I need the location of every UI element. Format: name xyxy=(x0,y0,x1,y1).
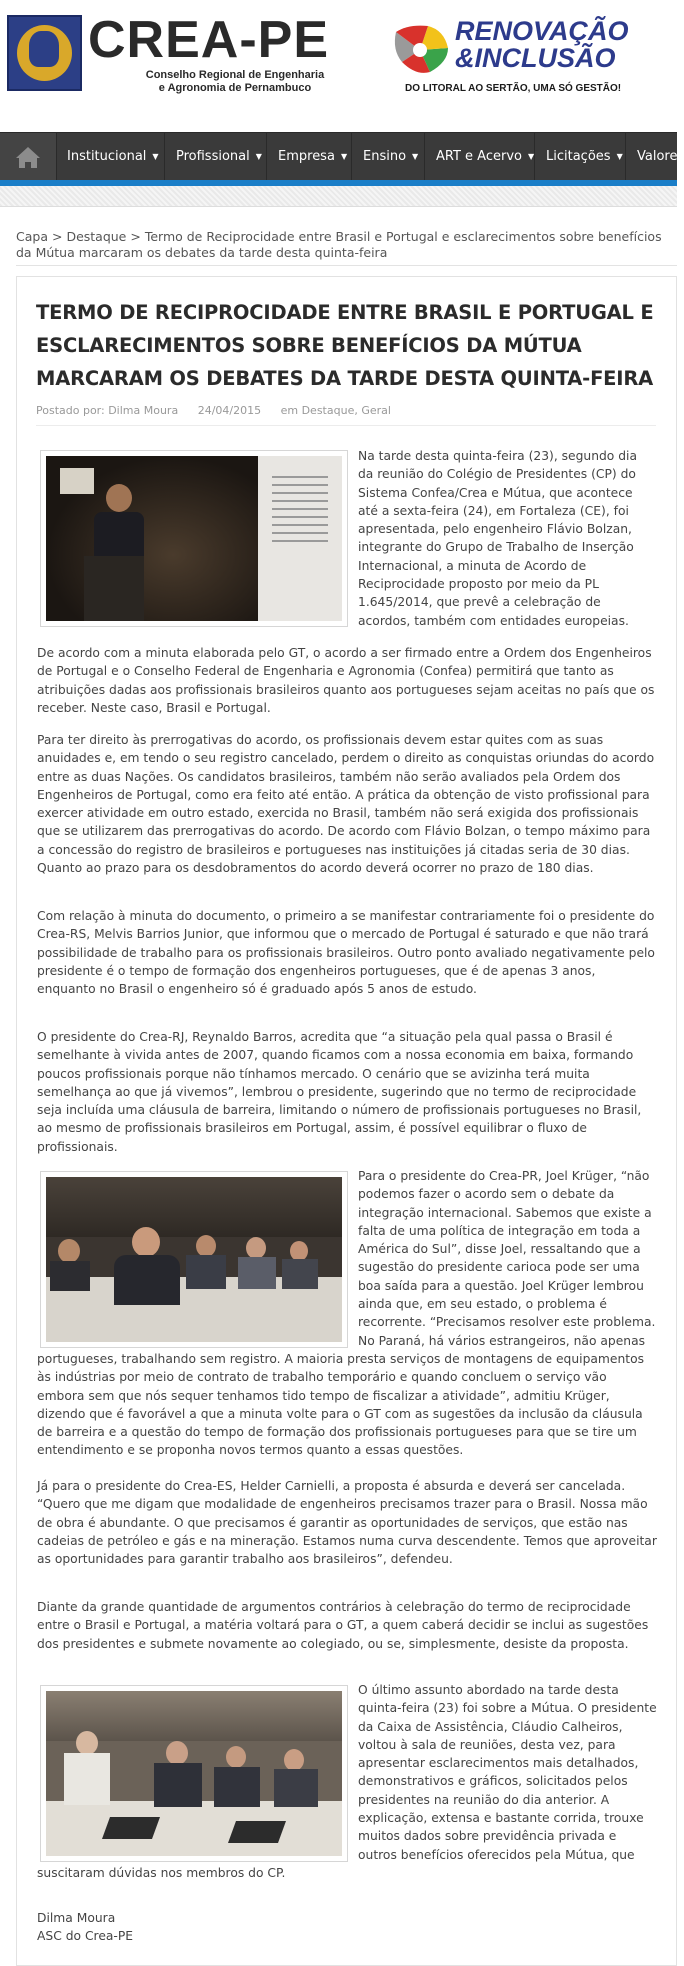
paragraph-8-text: Diante da grande quantidade de argumentos contrários à celebração do termo de reciprocidade entre o Brasil e Portugal, a matéria voltará para o GT, a quem caberá decidir se inclui as sugestões dos presidentes e submete novamente ao colegiado, ou se, simplesmente, desiste da proposta. xyxy=(37,1600,649,1651)
breadcrumb-separator: > xyxy=(130,229,141,244)
meta-divider xyxy=(36,425,656,426)
paragraph-6-flow xyxy=(37,1167,657,1460)
seal-emblem xyxy=(29,31,59,67)
chevron-down-icon: ▼ xyxy=(340,152,348,161)
crea-seal-logo[interactable] xyxy=(7,15,82,91)
article-photo-speaker[interactable] xyxy=(40,450,348,627)
nav-label: Profissional xyxy=(176,149,250,164)
nav-item-institucional[interactable] xyxy=(56,133,165,181)
paragraph-1-text: Na tarde desta quinta-feira (23), segundo dia da reunião do Colégio de Presidentes (CP) do Sistema Confea/Crea e Mútua, que acontece até a sexta-feira (24), em Fortaleza (CE), foi apresentada, pelo engenheiro Flávio Bolzan, integrante do Grupo de Trabalho de Inserção Internacional, a minuta de Acordo de Reciprocidade proposto por meio da PL 1.645/2014, que prevê a celebração de acordos, também com entidades europeias. xyxy=(358,449,637,628)
paragraph-3 xyxy=(37,731,657,877)
nav-label: ART e Acervo xyxy=(436,149,522,164)
nav-item-profissional[interactable] xyxy=(165,133,267,181)
breadcrumb-separator: > xyxy=(51,229,63,244)
article-author[interactable]: Postado por: Dilma Moura xyxy=(36,404,179,417)
main-navigation xyxy=(0,132,684,181)
site-header xyxy=(0,0,677,132)
breadcrumb xyxy=(16,229,672,261)
nav-item-art-acervo[interactable] xyxy=(425,133,535,181)
breadcrumb-current: Termo de Reciprocidade entre Brasil e Portugal e esclarecimentos sobre benefícios da Mútua marcaram os debates da tarde desta quinta-feira xyxy=(16,229,662,260)
article-meta xyxy=(36,404,407,417)
paragraph-5-text: O presidente do Crea-RJ, Reynaldo Barros, acredita que “a situação pela qual passa o Brasil é semelhante à vivida antes de 2007, quando ficamos com a nossa economia em baixa, formando poucos profissionais porque não tínhamos mercado. O cenário que se avizinha terá muita semelhança ao que já vivemos”, lembrou o presidente, sugerindo que no termo de reciprocidade seja incluída uma cláusula de barreira, limitando o número de profissionais portugueses no Brasil, ao mesmo de profissionais brasileiros em Portugal, assim, é possível equilibrar o fluxo de profissionais. xyxy=(37,1030,642,1154)
article-signature xyxy=(37,1909,133,1946)
nav-item-licitacoes[interactable] xyxy=(535,133,626,181)
paragraph-2-text: De acordo com a minuta elaborada pelo GT, o acordo a ser firmado entre a Ordem dos Engenheiros de Portugal e o Conselho Federal de Engenharia e Agronomia (Confea) permitirá que tanto as atribuições dadas aos profissionais brasileiros quanto aos portugueses sejam aceitas no país que os receber. Neste caso, Brasil e Portugal. xyxy=(37,646,655,715)
chevron-down-icon: ▼ xyxy=(255,152,262,161)
chevron-down-icon: ▼ xyxy=(528,152,535,161)
nav-label: Empresa xyxy=(278,149,335,164)
chevron-down-icon: ▼ xyxy=(412,152,419,161)
logo-subtitle-line-2: e Agronomia de Pernambuco xyxy=(158,82,312,94)
photo-speaker-image xyxy=(46,456,342,621)
paragraph-4 xyxy=(37,907,657,998)
paragraph-4-text: Com relação à minuta do documento, o primeiro a se manifestar contrariamente foi o presidente do Crea-RS, Melvis Barrios Junior, que informou que o mercado de Portugal é saturado e que não trará possibilidade de trabalho para os profissionais brasileiros. Outro ponto avaliado negativamente pelo presidente é o tempo de formação dos engenheiros portugueses, que é de apenas 3 anos, enquanto no Brasil o engenheiro só é graduado após 5 anos de estudo. xyxy=(37,909,655,997)
breadcrumb-divider xyxy=(16,265,677,266)
campaign-title-line-1: RENOVAÇÃO xyxy=(455,16,629,46)
paragraph-9 xyxy=(37,1681,657,1882)
paragraph-8 xyxy=(37,1598,657,1653)
paragraph-7-text: Já para o presidente do Crea-ES, Helder Carnielli, a proposta é absurda e deverá ser cancelada. “Quero que me digam que modalidade de engenheiros precisamos trazer para o Brasil. Nossa mão de obra é abundante. O que precisamos é garantir as oportunidades de serviços, que estão nas cadeias de petróleo e gás e na mineração. Estamos numa curva descendente. Temos que aproveitar as oportunidades para garantir trabalho aos brasileiros”, defendeu. xyxy=(37,1479,657,1567)
home-icon xyxy=(0,133,56,181)
nav-item-valores[interactable] xyxy=(626,133,684,181)
photo-float-spacer xyxy=(37,1681,358,1863)
site-logo-title[interactable]: CREA-PE xyxy=(88,11,330,69)
campaign-pinwheel-icon xyxy=(390,22,454,78)
photo-float-spacer xyxy=(37,1167,358,1349)
nav-pattern-band xyxy=(0,186,677,207)
nav-label: Ensino xyxy=(363,149,407,164)
signature-name: Dilma Moura xyxy=(37,1911,116,1925)
nav-label: Valores xyxy=(637,149,684,164)
nav-item-empresa[interactable] xyxy=(267,133,352,181)
article-categories[interactable]: em Destaque, Geral xyxy=(280,404,391,417)
nav-label: Licitações xyxy=(546,149,611,164)
paragraph-1 xyxy=(358,447,655,630)
campaign-title-line-2: &INCLUSÃO xyxy=(455,43,616,73)
campaign-title xyxy=(455,18,629,72)
site-logo-subtitle xyxy=(120,69,350,95)
campaign-slogan: DO LITORAL AO SERTÃO, UMA SÓ GESTÃO! xyxy=(405,83,622,94)
paragraph-5 xyxy=(37,1028,657,1156)
chevron-down-icon: ▼ xyxy=(616,152,623,161)
article-title: TERMO DE RECIPROCIDADE ENTRE BRASIL E PORTUGAL E ESCLARECIMENTOS SOBRE BENEFÍCIOS DA MÚTUA MARCARAM OS DEBATES DA TARDE DESTA QUINTA-FEIRA xyxy=(36,301,654,390)
nav-item-ensino[interactable] xyxy=(352,133,425,181)
breadcrumb-section-link[interactable]: Destaque xyxy=(66,229,127,244)
logo-subtitle-line-1: Conselho Regional de Engenharia xyxy=(145,69,325,81)
signature-org: ASC do Crea-PE xyxy=(37,1929,134,1944)
paragraph-7 xyxy=(37,1477,657,1568)
article-date: 24/04/2015 xyxy=(197,404,262,417)
nav-home-button[interactable] xyxy=(0,133,57,181)
paragraph-9-text: O último assunto abordado na tarde desta quinta-feira (23) foi sobre a Mútua. O presidente da Caixa de Assistência, Cláudio Calheiros, voltou à sala de reuniões, desta vez, para apresentar esclarecimentos mais detalhados, demonstrativos e gráficos, solicitados pelos presidentes na reunião do dia anterior. A explicação, extensa e bastante corrida, trouxe muitos dados sobre previdência privada e outros benefícios oferecidos pela Mútua, que suscitaram dúvidas nos membros do CP. xyxy=(37,1683,657,1880)
paragraph-6-flow-text: Para o presidente do Crea-PR, Joel Krüger, “não podemos fazer o acordo sem o debate da integração internacional. Sabemos que existe a falta de uma política de integração em toda a América do Sul”, disse Joel, ressaltando que a sugestão do presidente carioca pode ser uma boa saída para a questão. Joel Krüger lembrou ainda que, em seu estado, o problema é recorrente. “Precisamos resolver este problema. No Paraná, há vários estrangeiros, não apenas portugueses, trabalhando sem registro. A maioria presta serviços de montagens de equipamentos às indústrias por meio de contrato de trabalho temporário e quando concluem o serviço vão embora sem que nós sequer tenhamos tido tempo de fiscalizar a atividade”, admitiu Krüger, dizendo que é favorável a que a minuta volte para o GT com as sugestões da inclusão da cláusula de barreira e a questão do tempo de formação dos profissionais portugueses para que se tire um entendimento e se proponha novos termos quanto a essas questões. xyxy=(37,1169,656,1458)
paragraph-3-text: Para ter direito às prerrogativas do acordo, os profissionais devem estar quites com as suas anuidades e, em tendo o seu registro cancelado, perdem o direito as conquistas oriundas do acordo entre as duas Nações. Os candidatos brasileiros, também não serão avaliados pela Ordem dos Engenheiros de Portugal, como era feito até então. A prática da obtenção de visto profissional para exercer atividade em outro estado, exercida no Brasil, também não será exigida dos profissionais que se utilizarem das prerrogativas do acordo. De acordo com Flávio Bolzan, o tempo máximo para a concessão do registro de brasileiros e portugueses nas instituições já citadas seria de 30 dias. Quanto ao prazo para os desdobramentos do acordo deverá ocorrer no prazo de 180 dias. xyxy=(37,733,655,876)
paragraph-2 xyxy=(37,644,657,717)
chevron-down-icon: ▼ xyxy=(152,152,159,161)
breadcrumb-home-link[interactable]: Capa xyxy=(16,229,48,244)
nav-label: Institucional xyxy=(67,149,147,164)
